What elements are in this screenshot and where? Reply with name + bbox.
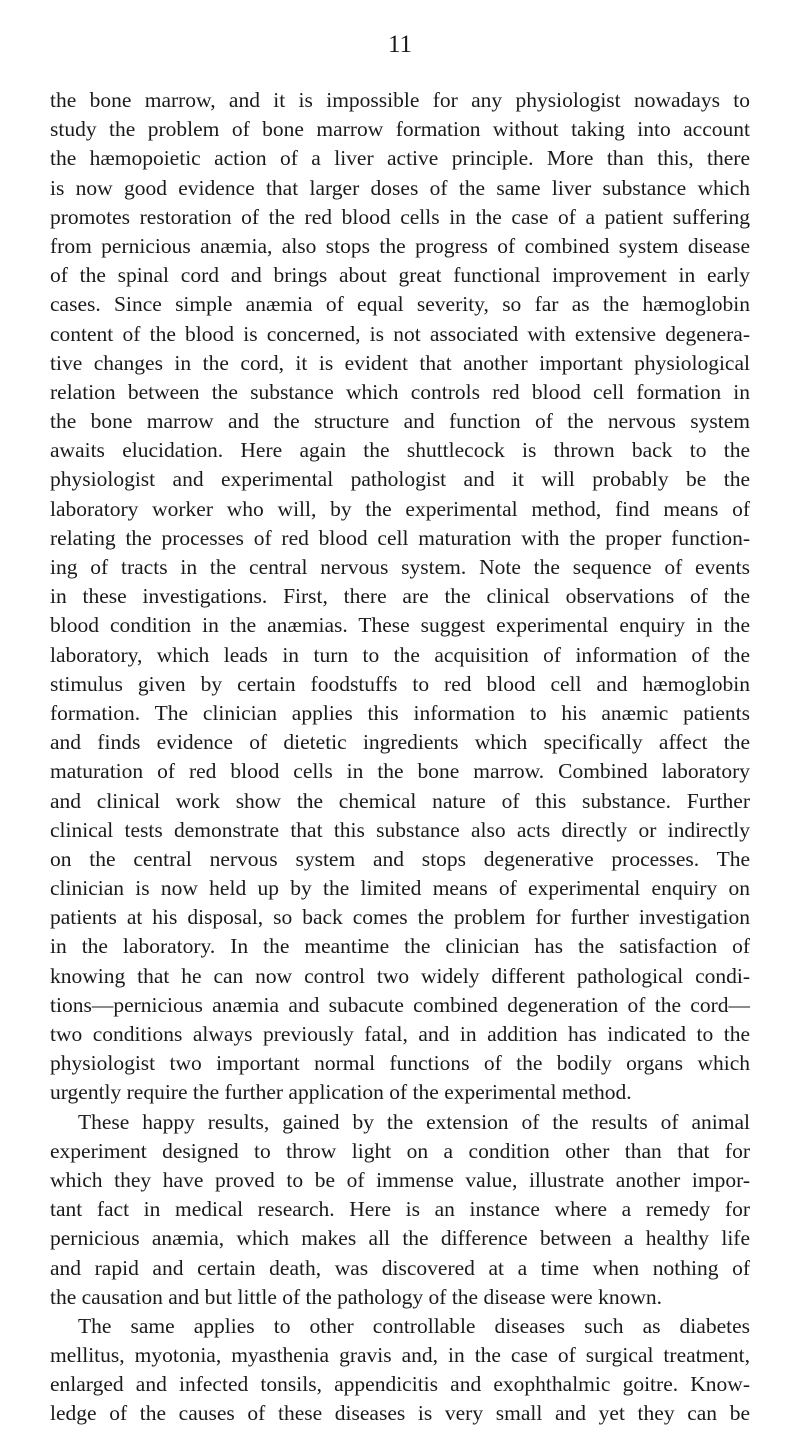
text-line: clinical tests demonstrate that this substance also acts directly or indirectly [50, 817, 750, 842]
text-line: the causation and but little of the pathology of the disease were known. [50, 1284, 662, 1309]
text-line: mellitus, myotonia, myasthenia gravis and, in the case of surgical treatment, [50, 1343, 750, 1368]
text-line: two conditions always previously fatal, and in addition has indicated to the [50, 1022, 750, 1046]
text-line: tant fact in medical research. Here is an instance where a remedy for [50, 1197, 750, 1222]
text-line: experiment designed to throw light on a condition other than that for [50, 1138, 750, 1163]
text-line: awaits elucidation. Here again the shuttlecock is thrown back to the [50, 438, 750, 463]
text-line: cases. Since simple anæmia of equal severity, so far as the hæmoglobin [50, 292, 750, 317]
text-line: laboratory worker who will, by the experimental method, find means of [50, 496, 750, 521]
text-line: which they have proved to be of immense value, illustrate another impor- [50, 1167, 750, 1192]
text-line: the bone marrow and the structure and function of the nervous system [50, 409, 750, 434]
text-line: formation. The clinician applies this information to his anæmic patients [50, 700, 750, 725]
text-line: on the central nervous system and stops degenerative processes. The [50, 846, 750, 871]
text-line: is now good evidence that larger doses of the same liver substance which [50, 175, 750, 200]
body-text [50, 86, 750, 1429]
text-line: study the problem of bone marrow formation without taking into account [50, 117, 750, 142]
text-line: patients at his disposal, so back comes the problem for further investigation [50, 905, 750, 930]
text-line: pernicious anæmia, which makes all the difference between a healthy life [50, 1226, 750, 1251]
text-line: and clinical work show the chemical nature of this substance. Further [50, 788, 750, 813]
text-line: promotes restoration of the red blood cells in the case of a patient suffering [50, 204, 750, 229]
text-line: and rapid and certain death, was discovered at a time when nothing of [50, 1255, 750, 1280]
text-line: urgently require the further application of the experimental method. [50, 1080, 632, 1105]
text-line: the hæmopoietic action of a liver active principle. More than this, there [50, 146, 750, 171]
text-line: content of the blood is concerned, is not associated with extensive degenera- [50, 321, 750, 346]
text-line: tive changes in the cord, it is evident that another important physiological [50, 350, 750, 375]
text-line: ledge of the causes of these diseases is very small and yet they can be [50, 1401, 750, 1426]
text-line: physiologist two important normal functions of the bodily organs which [50, 1051, 750, 1076]
text-line: physiologist and experimental pathologist and it will probably be the [50, 467, 750, 492]
text-line: and finds evidence of dietetic ingredients which specifically affect the [50, 730, 750, 755]
text-line: the bone marrow, and it is impossible for any physiologist nowadays to [50, 88, 750, 112]
text-line: ing of tracts in the central nervous system. Note the sequence of events [50, 555, 750, 579]
text-line: of the spinal cord and brings about great functional improvement in early [50, 263, 750, 288]
text-line: relating the processes of red blood cell maturation with the proper function- [50, 525, 750, 550]
text-line: stimulus given by certain foodstuffs to red blood cell and hæmoglobin [50, 671, 750, 696]
text-line: from pernicious anæmia, also stops the progress of combined system disease [50, 233, 750, 258]
paragraph-start-line: These happy results, gained by the extension of the results of animal [78, 1109, 750, 1134]
text-line: laboratory, which leads in turn to the acquisition of information of the [50, 642, 750, 667]
page-number: 11 [387, 31, 413, 58]
text-line: knowing that he can now control two widely different pathological condi- [50, 963, 750, 988]
text-line: clinician is now held up by the limited means of experimental enquiry on [50, 876, 750, 901]
text-line: blood condition in the anæmias. These suggest experimental enquiry in the [50, 613, 750, 638]
paragraph-start-line: The same applies to other controllable diseases such as diabetes [78, 1313, 750, 1338]
text-line: in these investigations. First, there are the clinical observations of the [50, 584, 750, 609]
text-line: relation between the substance which controls red blood cell formation in [50, 379, 750, 404]
text-line: enlarged and infected tonsils, appendicitis and exophthalmic goitre. Know- [50, 1372, 750, 1397]
text-line: maturation of red blood cells in the bone marrow. Combined laboratory [50, 759, 750, 784]
text-line: in the laboratory. In the meantime the clinician has the satisfaction of [50, 934, 750, 959]
text-line: tions—pernicious anæmia and subacute combined degeneration of the cord— [50, 992, 750, 1017]
